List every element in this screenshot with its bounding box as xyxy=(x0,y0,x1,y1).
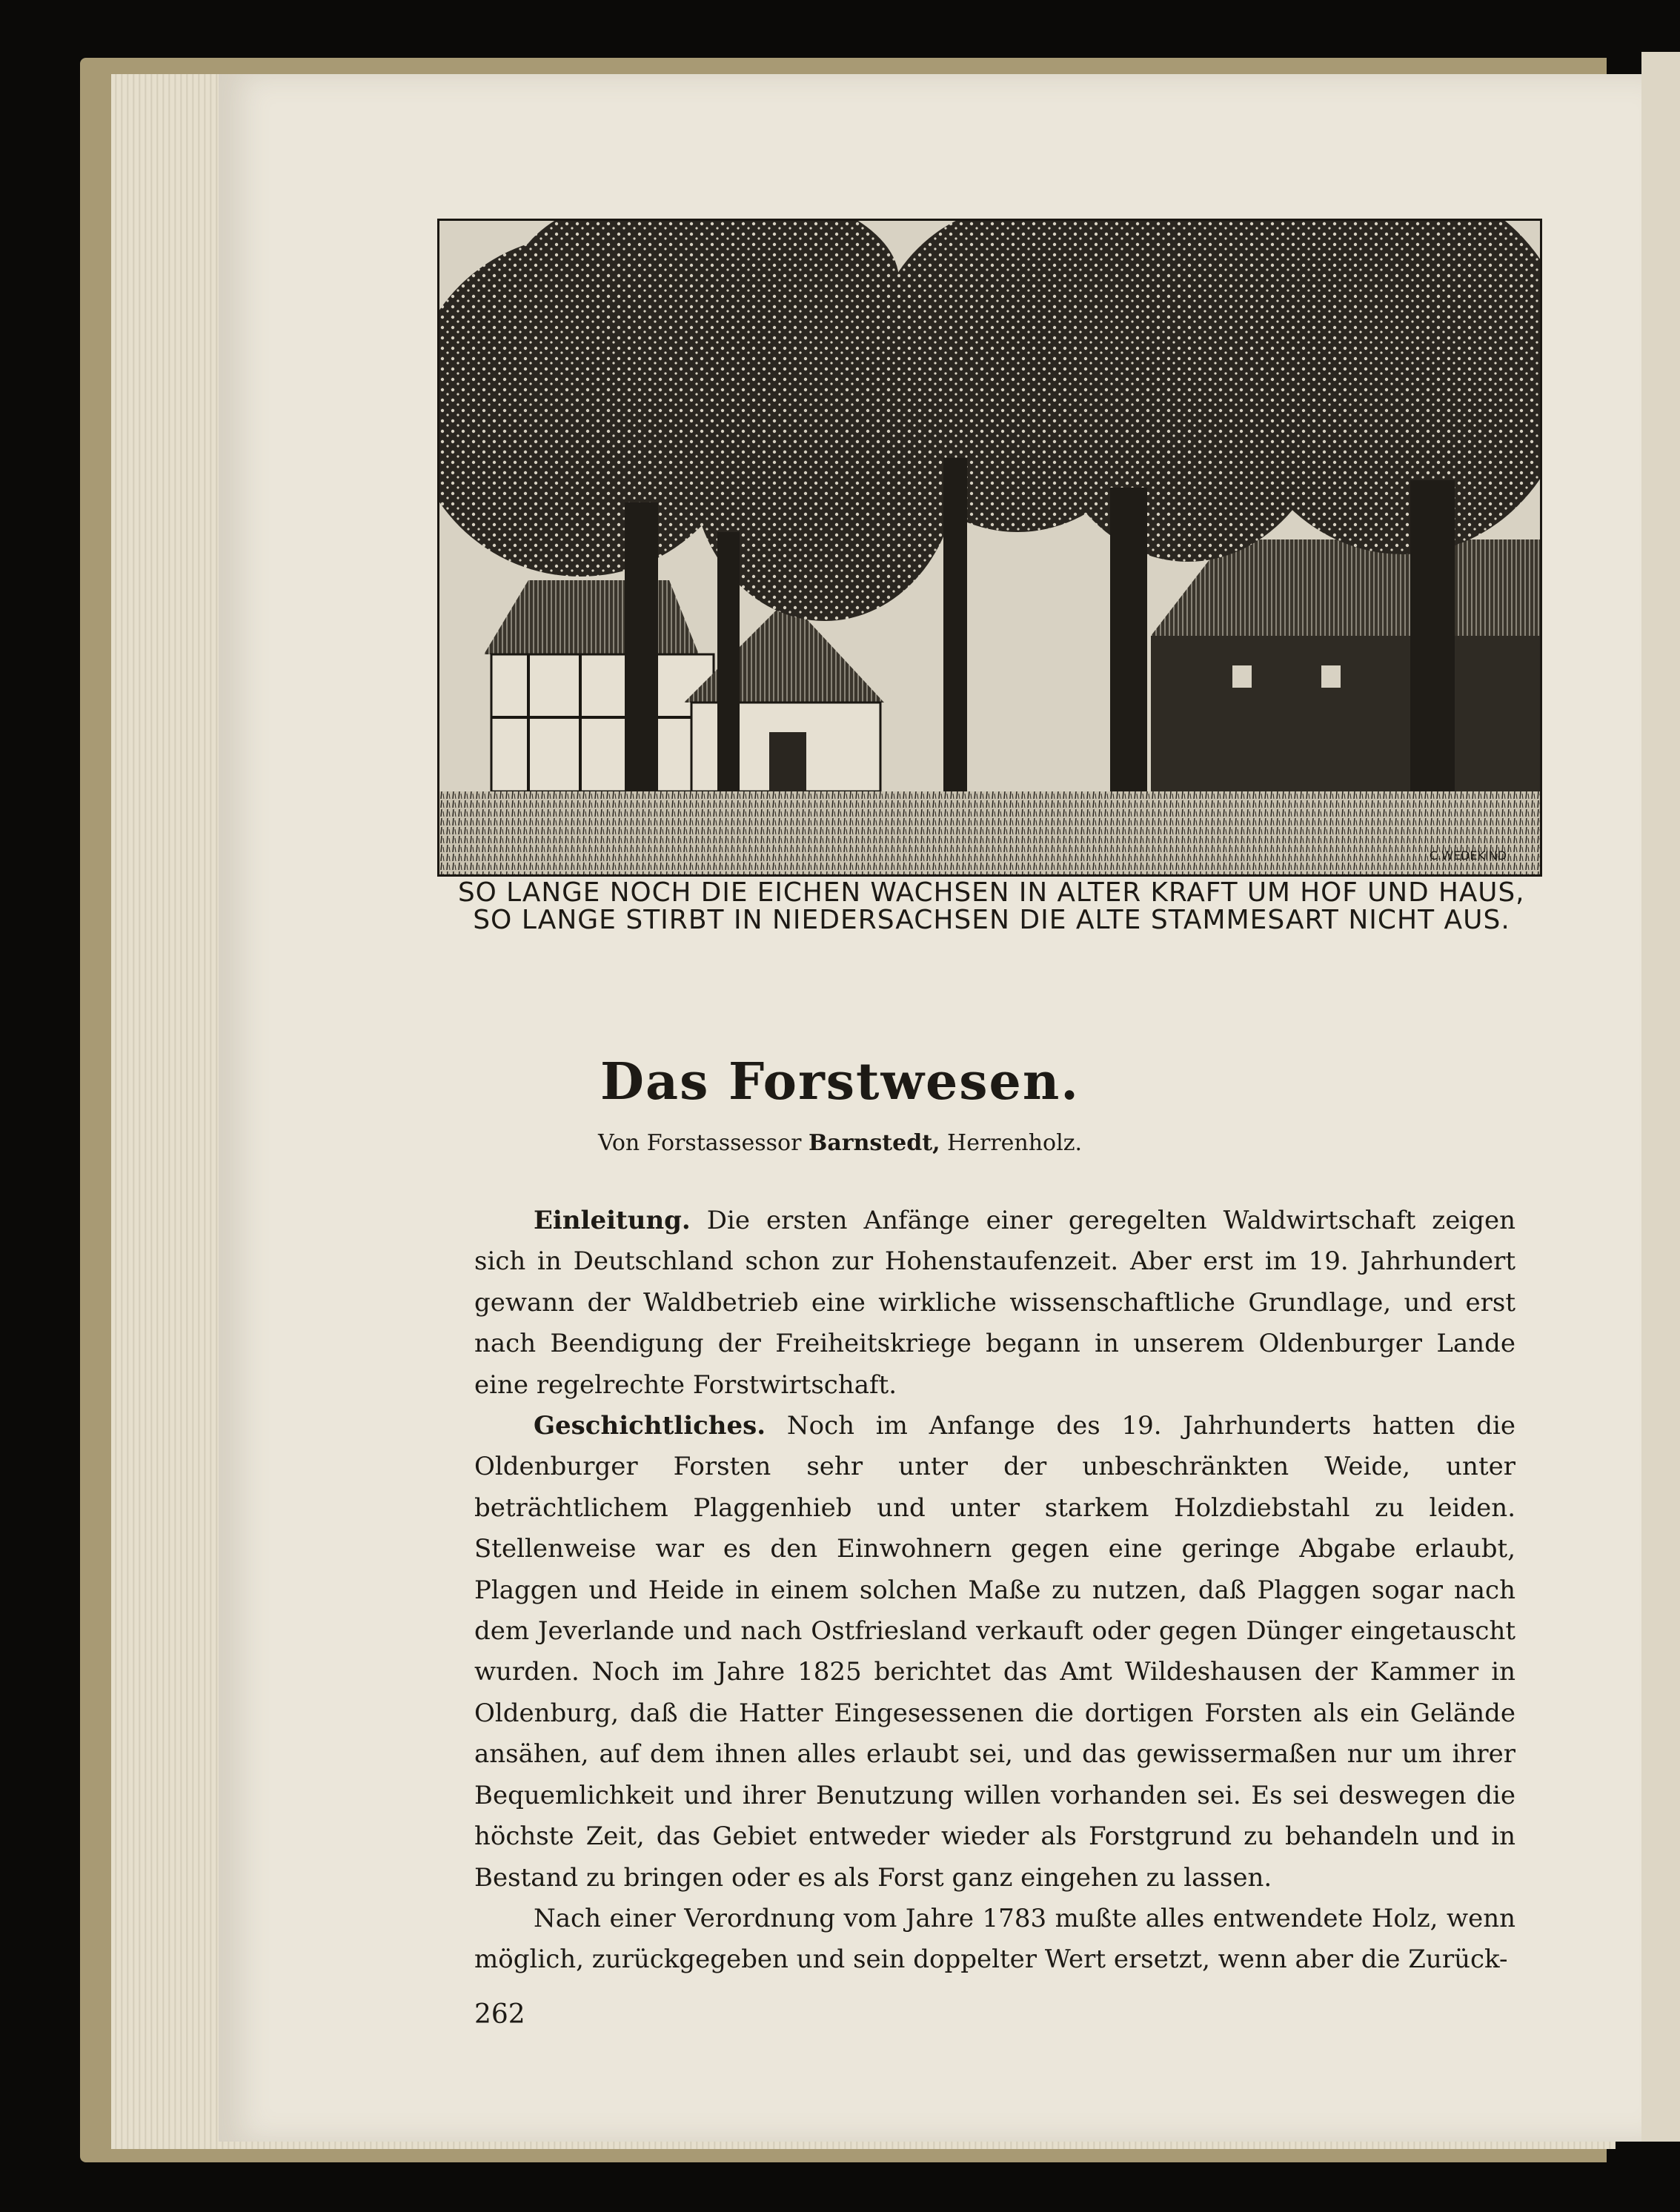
article-title: Das Forstwesen. xyxy=(600,1052,1080,1112)
article-body xyxy=(474,1200,1515,1981)
grass-foreground xyxy=(439,791,1540,874)
byline-prefix: Von Forstassessor xyxy=(597,1130,809,1156)
farmstead-illustration xyxy=(437,219,1542,877)
paragraph-einleitung xyxy=(474,1200,1515,1406)
paragraph-verordnung: Nach einer Verordnung vom Jahre 1783 mußte alles entwendete Holz, wenn möglich, zurückgegeben und sein doppelter Wert ersetzt, wenn aber die Zurück- xyxy=(474,1903,1515,1975)
caption-line-2: SO LANGE STIRBT IN NIEDERSACHSEN DIE ALTE STAMMESART NICHT AUS. xyxy=(473,905,1510,935)
farmstead-drawing xyxy=(439,221,1540,874)
large-farmhouse-right xyxy=(1151,539,1540,806)
caption-line-1: SO LANGE NOCH DIE EICHEN WACHSEN IN ALTER KRAFT UM HOF UND HAUS, xyxy=(458,877,1525,908)
page-number: 262 xyxy=(474,1999,525,2030)
section-heading-geschichtliches: Geschichtliches. xyxy=(534,1411,766,1441)
section-text-einleitung: Die ersten Anfänge einer geregelten Waldwirtschaft zeigen sich in Deutschland schon zur Hohenstaufenzeit. Aber erst im 19. Jahrhundert gewann der Waldbetrieb eine wirkliche wissenschaftliche Grundlage, und erst nach Beendigung der Freiheitskriege begann in unserem Oldenburger Lande eine regelrechte Forstwirtschaft. xyxy=(474,1206,1515,1400)
byline xyxy=(0,1130,1680,1156)
farmhouse-left xyxy=(484,580,714,791)
section-text-geschichtliches: Noch im Anfange des 19. Jahrhunderts hatten die Oldenburger Forsten sehr unter der unbeschränkten Weide, unter beträchtlichem Plaggenhieb und unter starkem Holzdiebstahl zu leiden. Stellenweise war es den Einwohnern gegen eine geringe Abgabe erlaubt, Plaggen und Heide in einem solchen Maße zu nutzen, daß Plaggen sogar nach dem Jeverlande und nach Ostfriesland verkauft oder gegen Dünger eingetauscht wurden. Noch im Jahre 1825 berichtet das Amt Wildeshausen der Kammer in Oldenburg, daß die Hatter Eingesessenen die dortigen Forsten als ein Gelände ansähen, auf dem ihnen alles erlaubt sei, und das gewissermaßen nur um ihrer Bequemlichkeit und ihrer Benutzung willen vorhanden sei. Es sei deswegen die höchste Zeit, das Gebiet entweder wieder als Forstgrund zu behandeln und in Bestand zu bringen oder es als Forst ganz eingehen zu lassen. xyxy=(474,1411,1515,1893)
byline-place: Herrenholz. xyxy=(940,1130,1083,1156)
paragraph-geschichtliches xyxy=(474,1406,1515,1899)
artist-signature: C.WEDEKIND xyxy=(1429,848,1507,863)
byline-author: Barnstedt, xyxy=(808,1130,940,1156)
section-heading-einleitung: Einleitung. xyxy=(534,1206,691,1235)
